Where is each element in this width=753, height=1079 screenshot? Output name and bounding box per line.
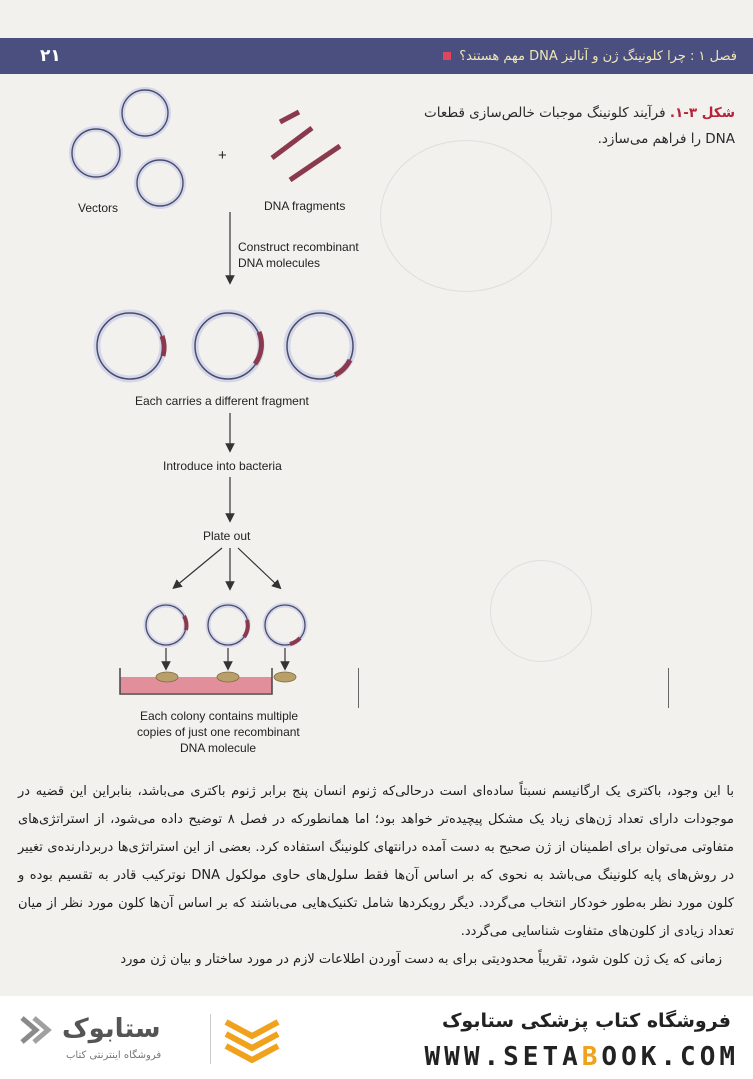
logo-text: ستابوک [62, 1014, 161, 1044]
diverging-arrows [176, 548, 278, 586]
figure-divider-right [668, 668, 669, 708]
petri-plate [120, 668, 296, 694]
dna-fragments [272, 112, 340, 180]
final-line2: copies of just one recombinant [137, 725, 300, 739]
label-vectors: Vectors [78, 201, 119, 215]
page-header [0, 38, 753, 74]
url-accent: B [581, 1042, 602, 1072]
url-suffix: OOK.COM [601, 1042, 739, 1072]
url-prefix: WWW.SETA [424, 1042, 582, 1072]
step-construct-line1: Construct recombinant [238, 240, 359, 254]
figure-divider [358, 668, 359, 708]
logo-divider [210, 1014, 211, 1064]
caption-label: شکل ۳-۱. [669, 105, 735, 121]
show-through-shape [380, 140, 552, 292]
step-introduce-bacteria: Introduce into bacteria [163, 459, 282, 473]
arrows-to-plate [166, 648, 285, 666]
body-text [18, 778, 734, 974]
label-dna-fragments: DNA fragments [264, 199, 346, 213]
store-name: فروشگاه کتاب پزشکی ستابوک [441, 1010, 731, 1032]
store-banner [0, 996, 753, 1079]
setabook-logo-mark [14, 1008, 62, 1056]
chapter-heading [443, 49, 737, 64]
bacterial-cells [146, 605, 305, 645]
body-paragraph: زمانی که یک ژن کلون شود، تقریباً محدودیتی برای به دست آوردن اطلاعات لازم در مورد ساختار و بیان ژن مورد [120, 952, 722, 967]
step-plate-out: Plate out [203, 529, 251, 543]
final-line3: DNA molecule [180, 741, 257, 755]
chapter-title: فصل ۱ : چرا کلونینگ ژن و آنالیز DNA مهم هستند؟ [459, 48, 737, 64]
vector-plasmids [72, 90, 183, 206]
final-line1: Each colony contains multiple [140, 709, 299, 723]
step-each-carries: Each carries a different fragment [135, 394, 309, 408]
recombinant-plasmids [97, 313, 353, 379]
step-construct-line2: DNA molecules [238, 256, 321, 270]
label-plus: + [218, 147, 227, 164]
chevron-logo-icon [220, 1016, 284, 1064]
store-url[interactable] [425, 1042, 739, 1072]
caption-text: فرآیند کلونینگ موجبات خالص‌سازی قطعات DNA را فراهم می‌سازد. [424, 105, 735, 147]
show-through-shape [490, 560, 592, 662]
body-paragraph: با این وجود، باکتری یک ارگانیسم نسبتاً ساده‌ای است درحالی‌که ژنوم انسان پنج برابر ژنوم باکتری می‌باشد، بنابراین این قضیه در موجودات دارای تعداد ژن‌های زیاد یک مشکل پیچیده‌تر خواهد بود؛ اما همانطورکه در فصل ۸ توضیح داده می‌شود، از استراتژی‌های متفاوتی می‌توان برای اطمینان از ژن صحیح به دست آمده درانتهای کلونینگ استفاده کرد. بعضی از این استراتژی‌ها دربردارنده‌ی تغییر در روش‌های پایه کلونینگ می‌باشد به نحوی که بر اساس آن‌ها فقط سلول‌های حاوی مولکول DNA نوترکیب قادر به تقسیم بوده و کلون مورد نظر به‌طور خودکار انتخاب می‌گردد. دیگر رویکردها شامل تکنیک‌هایی می‌باشند که بر اساس آن‌ها کلون مورد نظر از میان تعداد زیادی از کلون‌های متفاوت شناسایی می‌گردد. [18, 784, 734, 939]
cloning-figure [0, 80, 380, 770]
header-marker [443, 52, 451, 60]
page-number: ۲۱ [40, 46, 61, 66]
logo-tagline: فروشگاه اینترنتی کتاب [66, 1050, 162, 1061]
figure-caption [417, 100, 735, 152]
